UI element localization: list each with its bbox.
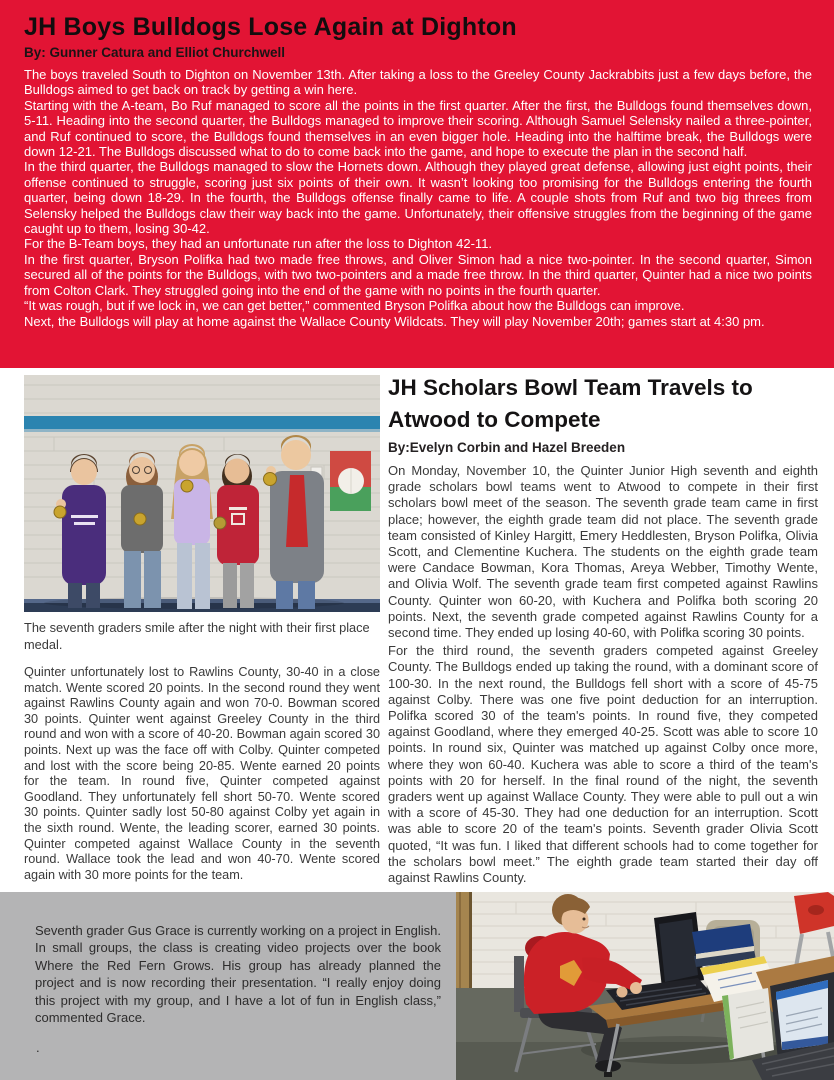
lead-paragraph: For the B-Team boys, they had an unfortunate run after the loss to Dighton 42-11. [24,236,493,252]
scholars-article-byline: By:Evelyn Corbin and Hazel Breeden [388,440,626,455]
lead-paragraph: In the first quarter, Bryson Polifka had two made free throws, and Oliver Simon had a nice two-pointer. In the second quarter, Simon secured all of the points for the Bulldogs, with two two-pointers and a made free throw. In the third quarter, Quinter had a nice two points from Colton Clark. They struggled going into the end of the game with no points in the fourth quarter. [24,251,812,298]
scholars-paragraph: For the third round, the seventh graders competed against Greeley County. The Bulldogs ended up taking the round, with a dominant score of 100-30. In the next round, the Bulldogs fell short with a score of 45-75 against Colby. There was one five point deduction for an interruption. Polifka scored 30 of the team's points. In round five, they competed against Goodland, where they emerged 40-25. Scott was able to score 10 points. In round six, Quinter was matched up against Colby once more, where they won 60-40. Kuchera was able to score a third of the team's points with 20 for herself. In the final round of the night, the seventh graders went up against Wallace County. They were able to pull out a win with a score of 45-30. They had one deduction for an interruption. Scott was able to score 20 of the team's points. Seventh grader Olivia Scott quoted, “It was fun. I liked that different schools had to come together for the scholars bowl meet.” The eighth grade team started their day off against Rawlins County. [388,643,818,886]
scholars-bowl-team-photo [24,375,380,612]
lead-paragraph: “It was rough, but if we lock in, we can get better,” commented Bryson Polifka about how the Bulldogs can improve. [24,298,685,314]
scholars-paragraph: On Monday, November 10, the Quinter Junior High seventh and eighth grade scholars bowl teams went to Atwood to compete in their first scholars bowl meet of the season. The seventh grade team came in first place; however, the eighth grade team did not place. The seventh grade team consisted of Kinley Hargitt, Emery Heddlesten, Bryson Polifka, Olivia Scott, and Clementine Kuchera. The students on the eighth grade team were Candace Bowman, Kora Thomas, Areya Webber, Timothy Wente, and Olivia Wolf. The seventh grade team first competed against Rawlins County. Quinter won 60-20, with Kuchera and Polifka both scoring 20 points. Next, the seventh grade competed against Rawlins County for a second time. They ended up losing 40-60, with Polifka scoring 30 points. [388,463,818,641]
footer-paragraph: Seventh grader Gus Grace is currently working on a project in English. In small groups, the class is creating video projects over the book Where the Red Fern Grows. His group has already planned the project and is now recording their presentation. “I really enjoy doing this project with my group, and I have a lot of fun in English class,” commented Grace. [35,923,441,1026]
lead-article-title: JH Boys Bulldogs Lose Again at Dighton [24,13,517,41]
lead-paragraph: Next, the Bulldogs will play at home against the Wallace County Wildcats. They will play November 20th; games start at 4:30 pm. [24,313,765,329]
group-photo-illustration [24,375,380,612]
left-column [24,375,380,883]
lead-paragraph: In the third quarter, the Bulldogs managed to slow the Hornets down. Although they played great defense, allowing just eight points, their offense continued to struggle, scoring just six points of their own. It wasn’t looking too promising for the Bulldogs entering the fourth quarter, being down 18-29. In the fourth, the Bulldogs offense finally came to life. A couple shots from Ruf and two big threes from Selensky helped the Bulldogs claw their way back into the game. Unfortunately, their offensive struggles from the beginning of the game caught up to them, losing 30-42. [24,159,812,237]
footer-section [0,892,834,1080]
right-column [388,372,818,886]
lead-paragraph: Starting with the A-team, Bo Ruf managed to score all the points in the first quarter. After the first, the Bulldogs found themselves down, 5-11. Heading into the second quarter, the Bulldogs managed to improve their scoring. Although Samuel Selensky nailed a three-pointer, and Ruf continued to score, the Bulldogs found themselves in an even bigger hole. Heading into the halftime break, the Bulldogs were down 12-21. The Bulldogs discussed what to do to come back into the game, and hope to execute the plan in the second half. [24,97,812,160]
student-at-desk-illustration [456,892,834,1080]
healthy-plate-poster [330,451,371,511]
lead-article-body [24,67,812,329]
student-working-photo [456,892,834,1080]
student-lavender-top [171,444,213,609]
lead-paragraph: The boys traveled South to Dighton on November 13th. After taking a loss to the Greeley County Jackrabbits just a few days before, the Bulldogs aimed to get back on track by getting a win here. [24,67,812,98]
lead-article-byline: By: Gunner Catura and Elliot Churchwell [24,45,286,60]
binder [722,988,774,1060]
footer-footnote: . [36,1040,40,1055]
blue-wall-stripe [24,416,380,429]
lead-article-section [0,0,834,368]
group-photo-caption: The seventh graders smile after the night with their first place medal. [24,620,370,652]
scholars-article-title: JH Scholars Bowl Team Travels to Atwood to Compete [388,375,753,432]
scholars-article-body [388,463,818,886]
eighth-grade-recap-paragraph: Quinter unfortunately lost to Rawlins County, 30-40 in a close match. Wente scored 20 points. In the second round they went against Rawlins County again and won 70-0. Bowman scored 30 points. Quinter went against Greeley County in the third round and won with a score of 40-20. Bowman again scored 30 points. Next up was the face off with Colby. Quinter competed and lost with the score being 20-85. Wente earned 20 points for the team. In round five, Quinter competed against Goodland. They unfortunately fell short 50-70. Wente scored 30 points. Quinter sadly lost 50-80 against Colby yet again in the sixth round. Wente, the leading scorer, earned 30 points. Quinter competed against Wallace County in the seventh round. Wallace took the lead and won 40-70. Wente scored again with 30 more points for the team. [24,665,380,882]
